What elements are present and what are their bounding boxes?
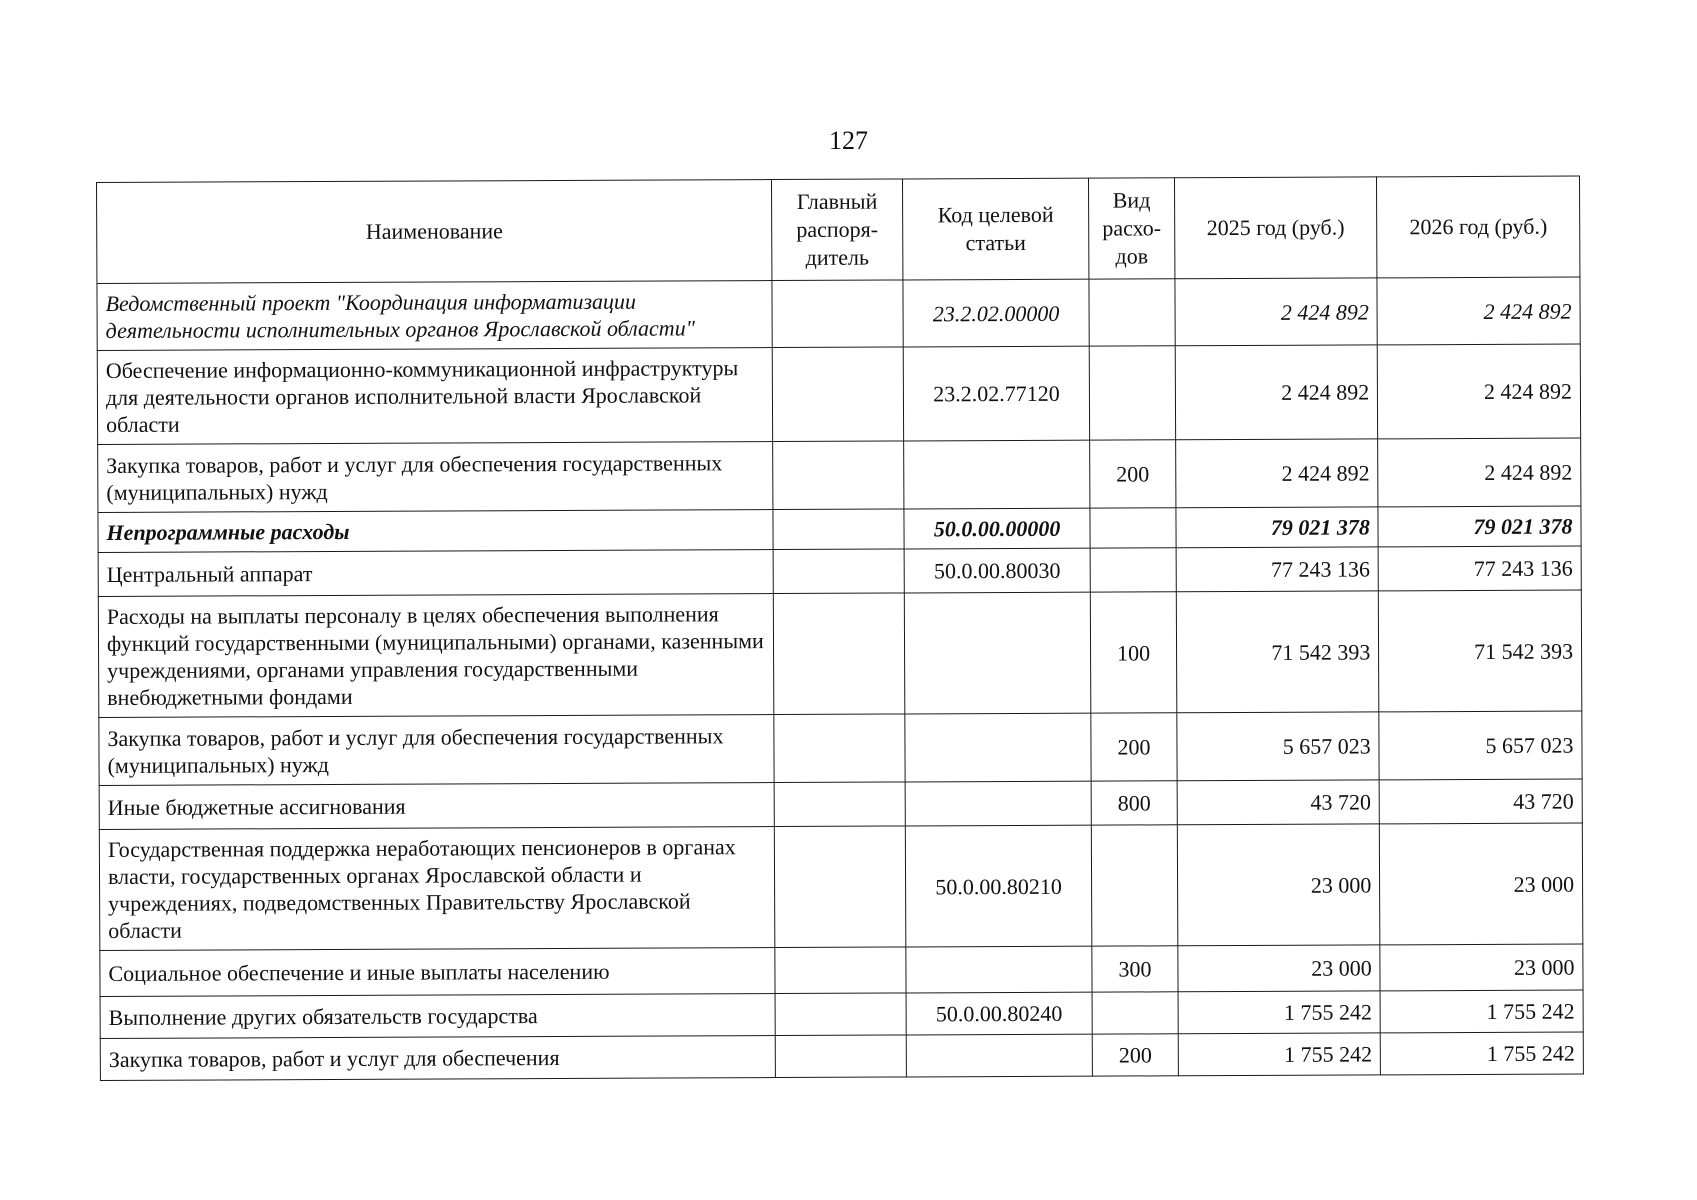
row-2025: 43 720 [1177, 780, 1380, 825]
table-row [99, 823, 1583, 950]
table-row [98, 590, 1582, 717]
row-2026: 2 424 892 [1377, 277, 1580, 345]
row-2025: 5 657 023 [1176, 712, 1379, 781]
row-code [906, 1034, 1093, 1077]
table-header-row [97, 176, 1580, 283]
row-administrator [774, 593, 905, 715]
row-2026: 71 542 393 [1379, 590, 1582, 712]
row-2025: 23 000 [1177, 945, 1380, 992]
row-administrator [773, 441, 904, 510]
row-type: 300 [1092, 946, 1177, 992]
row-administrator [772, 347, 903, 442]
row-name: Социальное обеспечение и иные выплаты населению [100, 948, 775, 997]
row-type [1092, 825, 1178, 946]
row-name: Центральный аппарат [98, 550, 773, 597]
row-code [904, 592, 1091, 714]
table-row [97, 277, 1580, 350]
row-administrator [773, 549, 904, 594]
row-code [905, 781, 1092, 826]
row-name: Расходы на выплаты персоналу в целях обеспечения выполнения функций государственными (муниципальными) органами, казенными учреждениями, органами управления государственными внебюджетными фондами [98, 594, 774, 718]
row-type: 200 [1093, 1034, 1178, 1076]
row-administrator [775, 993, 906, 1036]
row-2026: 2 424 892 [1378, 438, 1581, 507]
row-type [1092, 992, 1177, 1034]
row-2025: 23 000 [1177, 824, 1380, 946]
row-administrator [773, 509, 904, 550]
row-code: 50.0.00.80240 [906, 992, 1093, 1035]
table-row [98, 438, 1581, 512]
row-code: 50.0.00.80030 [904, 548, 1091, 593]
row-name: Закупка товаров, работ и услуг для обеспечения государственных (муниципальных) нужд [99, 715, 775, 786]
row-type: 800 [1091, 781, 1176, 825]
row-administrator [775, 1035, 906, 1078]
row-type: 200 [1090, 440, 1176, 508]
row-code: 23.2.02.77120 [903, 346, 1090, 441]
row-name: Государственная поддержка неработающих пенсионеров в органах власти, государственных органах Ярославской области и учреждениях, подведомственных Правительству Ярославской области [99, 827, 775, 951]
row-code: 23.2.02.00000 [903, 279, 1090, 347]
row-type [1090, 508, 1175, 548]
row-name: Обеспечение информационно-коммуникационной инфраструктуры для деятельности органов исполнительной власти Ярославской области [97, 348, 773, 445]
row-2025: 2 424 892 [1175, 278, 1378, 346]
row-name: Выполнение других обязательств государства [100, 994, 775, 1039]
row-code [905, 713, 1092, 782]
row-administrator [774, 782, 905, 827]
row-2026: 77 243 136 [1378, 546, 1581, 591]
header-target-code: Код целевой статьи [902, 178, 1089, 280]
row-2025: 2 424 892 [1175, 345, 1378, 440]
table-row [100, 1032, 1583, 1080]
table-row [100, 944, 1583, 996]
row-administrator [772, 280, 903, 348]
row-2025: 77 243 136 [1176, 547, 1379, 592]
row-type [1090, 548, 1175, 592]
row-2026: 2 424 892 [1378, 344, 1581, 439]
header-name: Наименование [97, 180, 773, 284]
row-name: Непрограммные расходы [98, 510, 773, 553]
row-code: 50.0.00.00000 [904, 508, 1091, 549]
row-administrator [775, 947, 906, 994]
header-administrator: Главный распоря-дитель [772, 179, 903, 281]
row-2026: 23 000 [1380, 944, 1583, 991]
row-administrator [775, 826, 906, 948]
row-2025: 2 424 892 [1175, 439, 1378, 508]
row-2026: 1 755 242 [1381, 1032, 1584, 1075]
row-name: Иные бюджетные ассигнования [99, 783, 774, 830]
row-code [906, 946, 1093, 993]
table-row [98, 546, 1581, 596]
table-row [99, 711, 1582, 785]
row-2026: 5 657 023 [1379, 711, 1582, 780]
row-code [903, 440, 1090, 509]
header-year-2025: 2025 год (руб.) [1174, 177, 1377, 279]
row-code: 50.0.00.80210 [905, 825, 1092, 947]
row-administrator [774, 714, 905, 783]
row-2026: 1 755 242 [1380, 990, 1583, 1033]
row-type: 100 [1091, 592, 1177, 713]
row-type [1089, 279, 1175, 346]
row-2026: 43 720 [1379, 779, 1582, 824]
row-name: Закупка товаров, работ и услуг для обеспечения государственных (муниципальных) нужд [98, 442, 774, 513]
row-2025: 79 021 378 [1176, 507, 1379, 548]
table-row [99, 779, 1582, 829]
budget-table [96, 176, 1584, 1081]
row-2026: 79 021 378 [1378, 506, 1581, 547]
page-number: 127 [829, 126, 868, 155]
header-expense-type: Вид расхо-дов [1089, 178, 1175, 279]
header-year-2026: 2026 год (руб.) [1377, 176, 1580, 278]
row-type [1090, 346, 1176, 440]
row-2025: 71 542 393 [1176, 591, 1379, 713]
row-2025: 1 755 242 [1178, 991, 1381, 1034]
table-row [100, 990, 1583, 1038]
row-2026: 23 000 [1380, 823, 1583, 945]
row-name: Закупка товаров, работ и услуг для обеспечения [100, 1036, 775, 1081]
row-2025: 1 755 242 [1178, 1033, 1381, 1076]
row-name: Ведомственный проект "Координация информатизации деятельности исполнительных органов Ярославской области" [97, 281, 773, 351]
table-row [97, 344, 1580, 444]
row-type: 200 [1091, 713, 1177, 781]
table-row [98, 506, 1581, 552]
